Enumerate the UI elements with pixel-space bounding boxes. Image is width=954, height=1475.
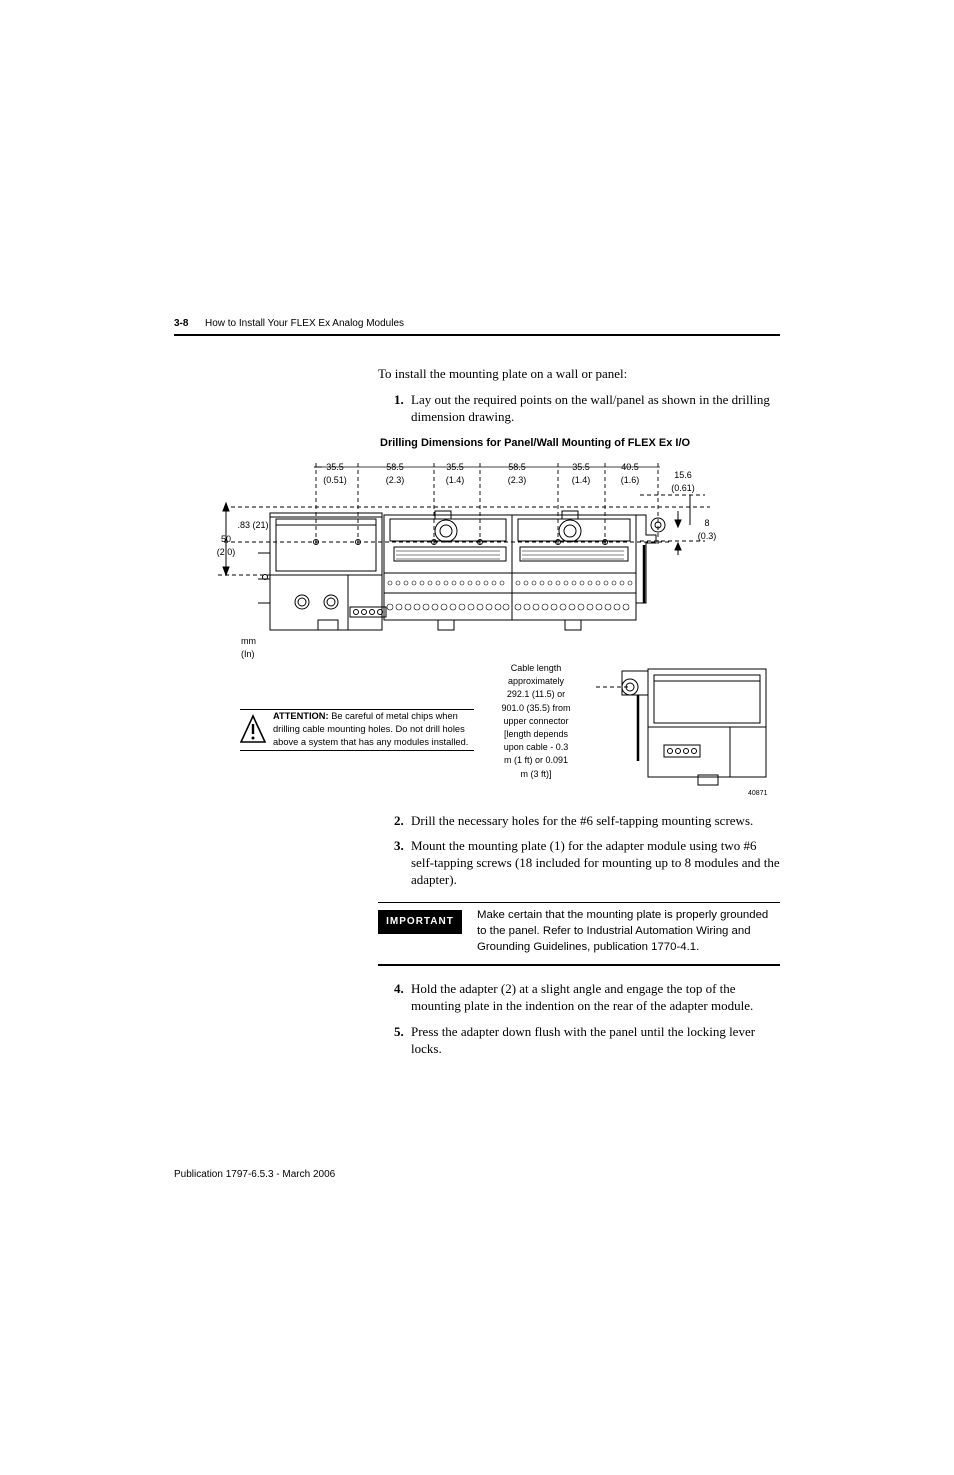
drilling-dimension-drawing bbox=[200, 455, 740, 645]
warning-triangle-icon bbox=[240, 713, 266, 745]
step-text: Mount the mounting plate (1) for the adapter module using two #6 self-tapping screws (18 included for mounting up to 8 modules and the adapter). bbox=[411, 838, 780, 887]
page-number: 3-8 bbox=[174, 318, 189, 329]
step-text: Drill the necessary holes for the #6 self-tapping mounting screws. bbox=[411, 813, 754, 828]
dimension-label: 8 (0.3) bbox=[697, 518, 717, 541]
important-badge: IMPORTANT bbox=[378, 910, 462, 934]
step-number: 2. bbox=[394, 813, 404, 828]
dimension-label: 50 (2.0) bbox=[216, 534, 236, 557]
figure-id: 40871 bbox=[748, 790, 768, 797]
adapter-side-view-drawing bbox=[590, 665, 770, 787]
chapter-title: How to Install Your FLEX Ex Analog Modules bbox=[205, 318, 405, 329]
dimension-label: 40.5 (1.6) bbox=[620, 462, 640, 485]
step-number: 4. bbox=[394, 981, 404, 996]
important-rule-bottom bbox=[378, 964, 780, 966]
publication-footer: Publication 1797-6.5.3 - March 2006 bbox=[174, 1169, 336, 1180]
units-legend: mm (In) bbox=[241, 636, 256, 659]
attention-label: ATTENTION: bbox=[273, 711, 329, 721]
step-text: Lay out the required points on the wall/panel as shown in the drilling dimension drawing. bbox=[411, 392, 770, 424]
step-number: 3. bbox=[394, 838, 404, 853]
header-rule bbox=[174, 334, 780, 336]
attention-text bbox=[273, 710, 473, 749]
step-text: Press the adapter down flush with the panel until the locking lever locks. bbox=[411, 1024, 756, 1056]
dimension-label: 58.5 (2.3) bbox=[507, 462, 527, 485]
dimension-label: 35.5 (0.51) bbox=[323, 462, 347, 485]
step-number: 1. bbox=[394, 392, 404, 407]
dimension-label: .83 (21) bbox=[237, 520, 269, 530]
cable-length-note: Cable length approximately 292.1 (11.5) or 901.0 (35.5) from upper connector [length depends upon cable - 0.3 m (1 ft) or 0.091 m (3 ft)] bbox=[501, 663, 571, 779]
dimension-label: 58.5 (2.3) bbox=[385, 462, 405, 485]
attention-rule-bottom bbox=[240, 750, 474, 751]
attention-body: Be careful of metal chips when drilling cable mounting holes. Do not drill holes above a system that has any modules installed. bbox=[273, 711, 469, 747]
figure-caption: Drilling Dimensions for Panel/Wall Mounting of FLEX Ex I/O bbox=[380, 437, 691, 449]
step-number: 5. bbox=[394, 1024, 404, 1039]
dimension-label: 35.5 (1.4) bbox=[571, 462, 591, 485]
dimension-label: 35.5 (1.4) bbox=[445, 462, 465, 485]
step-text: Hold the adapter (2) at a slight angle and engage the top of the mounting plate in the indention on the rear of the adapter module. bbox=[411, 981, 754, 1013]
important-text: Make certain that the mounting plate is properly grounded to the panel. Refer to Industrial Automation Wiring and Grounding Guidelines, publication 1770-4.1. bbox=[477, 909, 769, 953]
important-rule-top bbox=[378, 902, 780, 903]
intro-text: To install the mounting plate on a wall or panel: bbox=[378, 366, 628, 381]
dimension-label: 15.6 (0.61) bbox=[671, 470, 695, 493]
